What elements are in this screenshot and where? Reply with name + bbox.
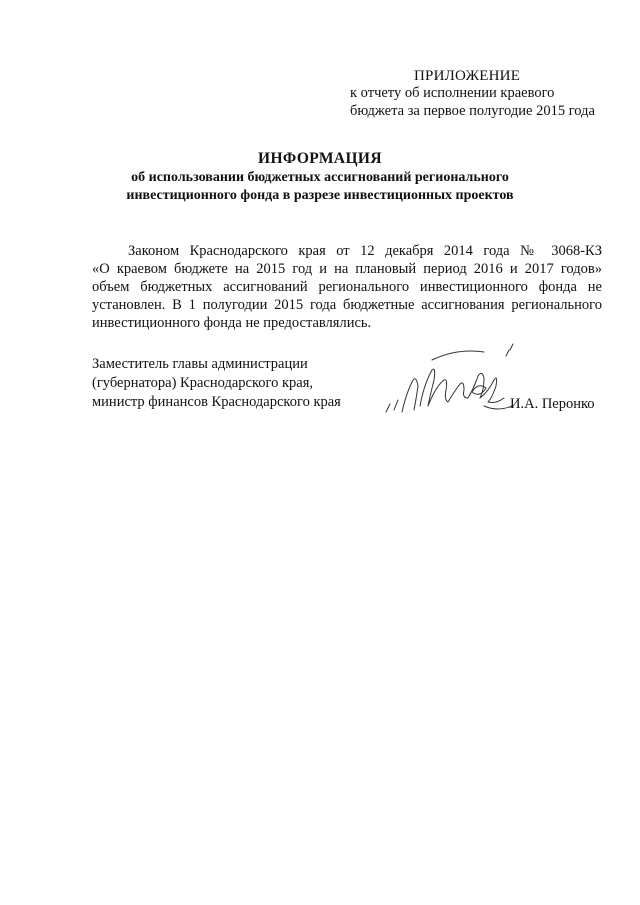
appendix-title: ПРИЛОЖЕНИЕ bbox=[414, 68, 521, 84]
body-text-line-1: Законом Краснодарского края от 12 декабря 2014 года № 3068-КЗ bbox=[128, 243, 602, 259]
handwritten-signature bbox=[372, 340, 532, 430]
appendix-line-1: к отчету об исполнении краевого bbox=[350, 85, 555, 101]
body-text-line-2: «О краевом бюджете на 2015 год и на плановый период 2016 и 2017 годов» bbox=[92, 261, 602, 277]
body-text-line-3: объем бюджетных ассигнований регионального инвестиционного фонда не bbox=[92, 279, 602, 295]
appendix-line-2: бюджета за первое полугодие 2015 года bbox=[350, 103, 595, 119]
signer-name: И.А. Перонко bbox=[510, 396, 595, 412]
document-subtitle-line-2: инвестиционного фонда в разрезе инвестиционных проектов bbox=[126, 188, 514, 203]
signer-position-line-3: министр финансов Краснодарского края bbox=[92, 394, 341, 410]
document-title: ИНФОРМАЦИЯ bbox=[258, 150, 382, 167]
body-text-line-4: установлен. В 1 полугодии 2015 года бюджетные ассигнования регионального bbox=[92, 297, 602, 313]
body-text-line-5: инвестиционного фонда не предоставлялись. bbox=[92, 315, 372, 331]
signer-position-line-2: (губернатора) Краснодарского края, bbox=[92, 375, 313, 391]
signer-position-line-1: Заместитель главы администрации bbox=[92, 356, 308, 372]
document-subtitle-line-1: об использовании бюджетных ассигнований регионального bbox=[131, 170, 509, 185]
